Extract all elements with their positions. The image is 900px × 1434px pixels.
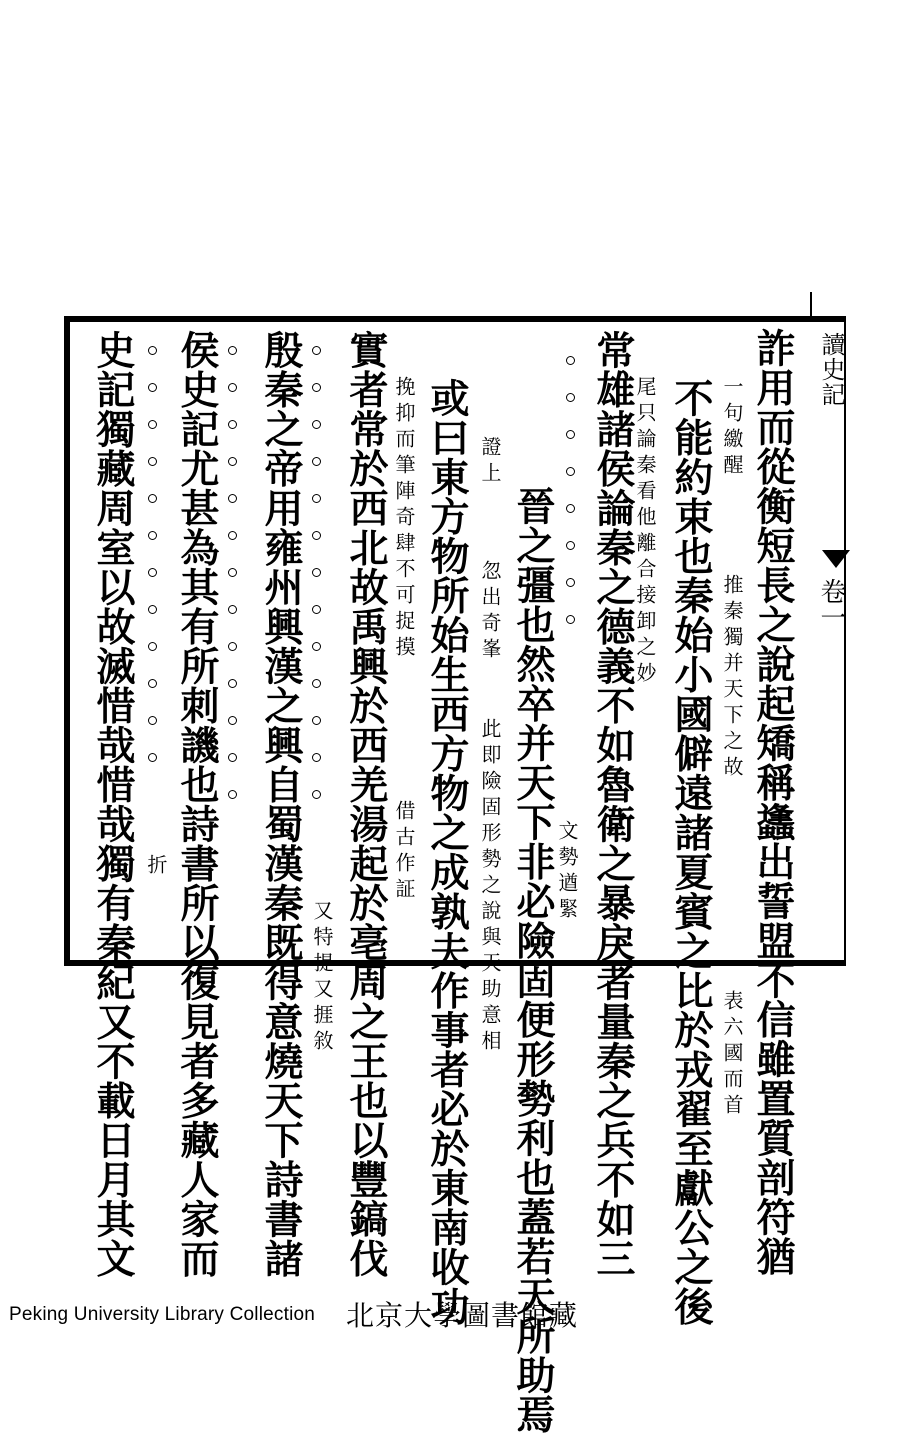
commentary-4b: 忽出奇峯: [478, 560, 502, 664]
commentary-4c: 此即險固形勢之說與天助意相: [478, 718, 502, 1056]
commentary-6a: 又特提又捱敘: [310, 900, 334, 1056]
commentary-3a: 文勢遒緊: [555, 820, 579, 924]
commentary-8a: 折: [144, 854, 168, 880]
banxin-juan-number: 卷一: [816, 578, 846, 630]
main-text-column-1: 詐用而從衡短長之說起矯稱蠭出誓盟不信雖置質剖符猶: [750, 328, 796, 1276]
main-text-column-3: 常雄諸侯論秦之德義不如魯衛之暴戾者量秦之兵不如三: [590, 330, 636, 1278]
commentary-1a: 一句繳醒: [720, 376, 744, 480]
main-text-column-9: 史記獨藏周室以故滅惜哉惜哉獨有秦紀又不載日月其文: [90, 330, 136, 1278]
commentary-4a: 證上: [478, 436, 502, 488]
main-text-column-8: 侯史記尤甚為其有所刺譏也詩書所以復見者多藏人家而: [174, 330, 220, 1278]
commentary-1b: 推秦獨并天下之故: [720, 574, 744, 782]
punctuation-dots-col4: [566, 356, 576, 652]
collection-footer: [0, 1290, 900, 1332]
punctuation-dots-col7: [312, 346, 322, 827]
collection-label-zh: 北京大學圖書館藏: [346, 1299, 579, 1332]
banxin-title: 讀史記: [817, 332, 845, 407]
main-text-column-2: 不能約束也秦始小國僻遠諸夏賓之比於戎翟至獻公之後: [668, 378, 714, 1326]
commentary-5b: 借古作証: [392, 800, 416, 904]
punctuation-dots-col8: [228, 346, 238, 827]
main-text-column-6: 實者常於西北故禹興於西羌湯起於亳周之王也以豐鎬伐: [343, 330, 389, 1278]
main-text-column-4: 晉之彊也然卒并天下非必險固便形勢利也蓋若天所助焉: [510, 486, 556, 1434]
punctuation-dots-col9: [148, 346, 158, 790]
commentary-1c: 表六國而首: [720, 990, 744, 1120]
fish-tail-mark: [822, 550, 850, 568]
main-text-column-5: 或曰東方物所始生西方物之成孰夫作事者必於東南收功: [424, 378, 470, 1326]
main-text-column-7: 殷秦之帝用雍州興漢之興自蜀漢秦既得意燒天下詩書諸: [258, 330, 304, 1278]
collection-label-en: Peking University Library Collection: [9, 1304, 316, 1325]
commentary-2a: 尾只論秦看他離合接卸之妙: [633, 376, 657, 688]
banxin-strip: [812, 322, 850, 662]
commentary-5a: 挽抑而筆陣奇肆不可捉摸: [392, 376, 416, 662]
